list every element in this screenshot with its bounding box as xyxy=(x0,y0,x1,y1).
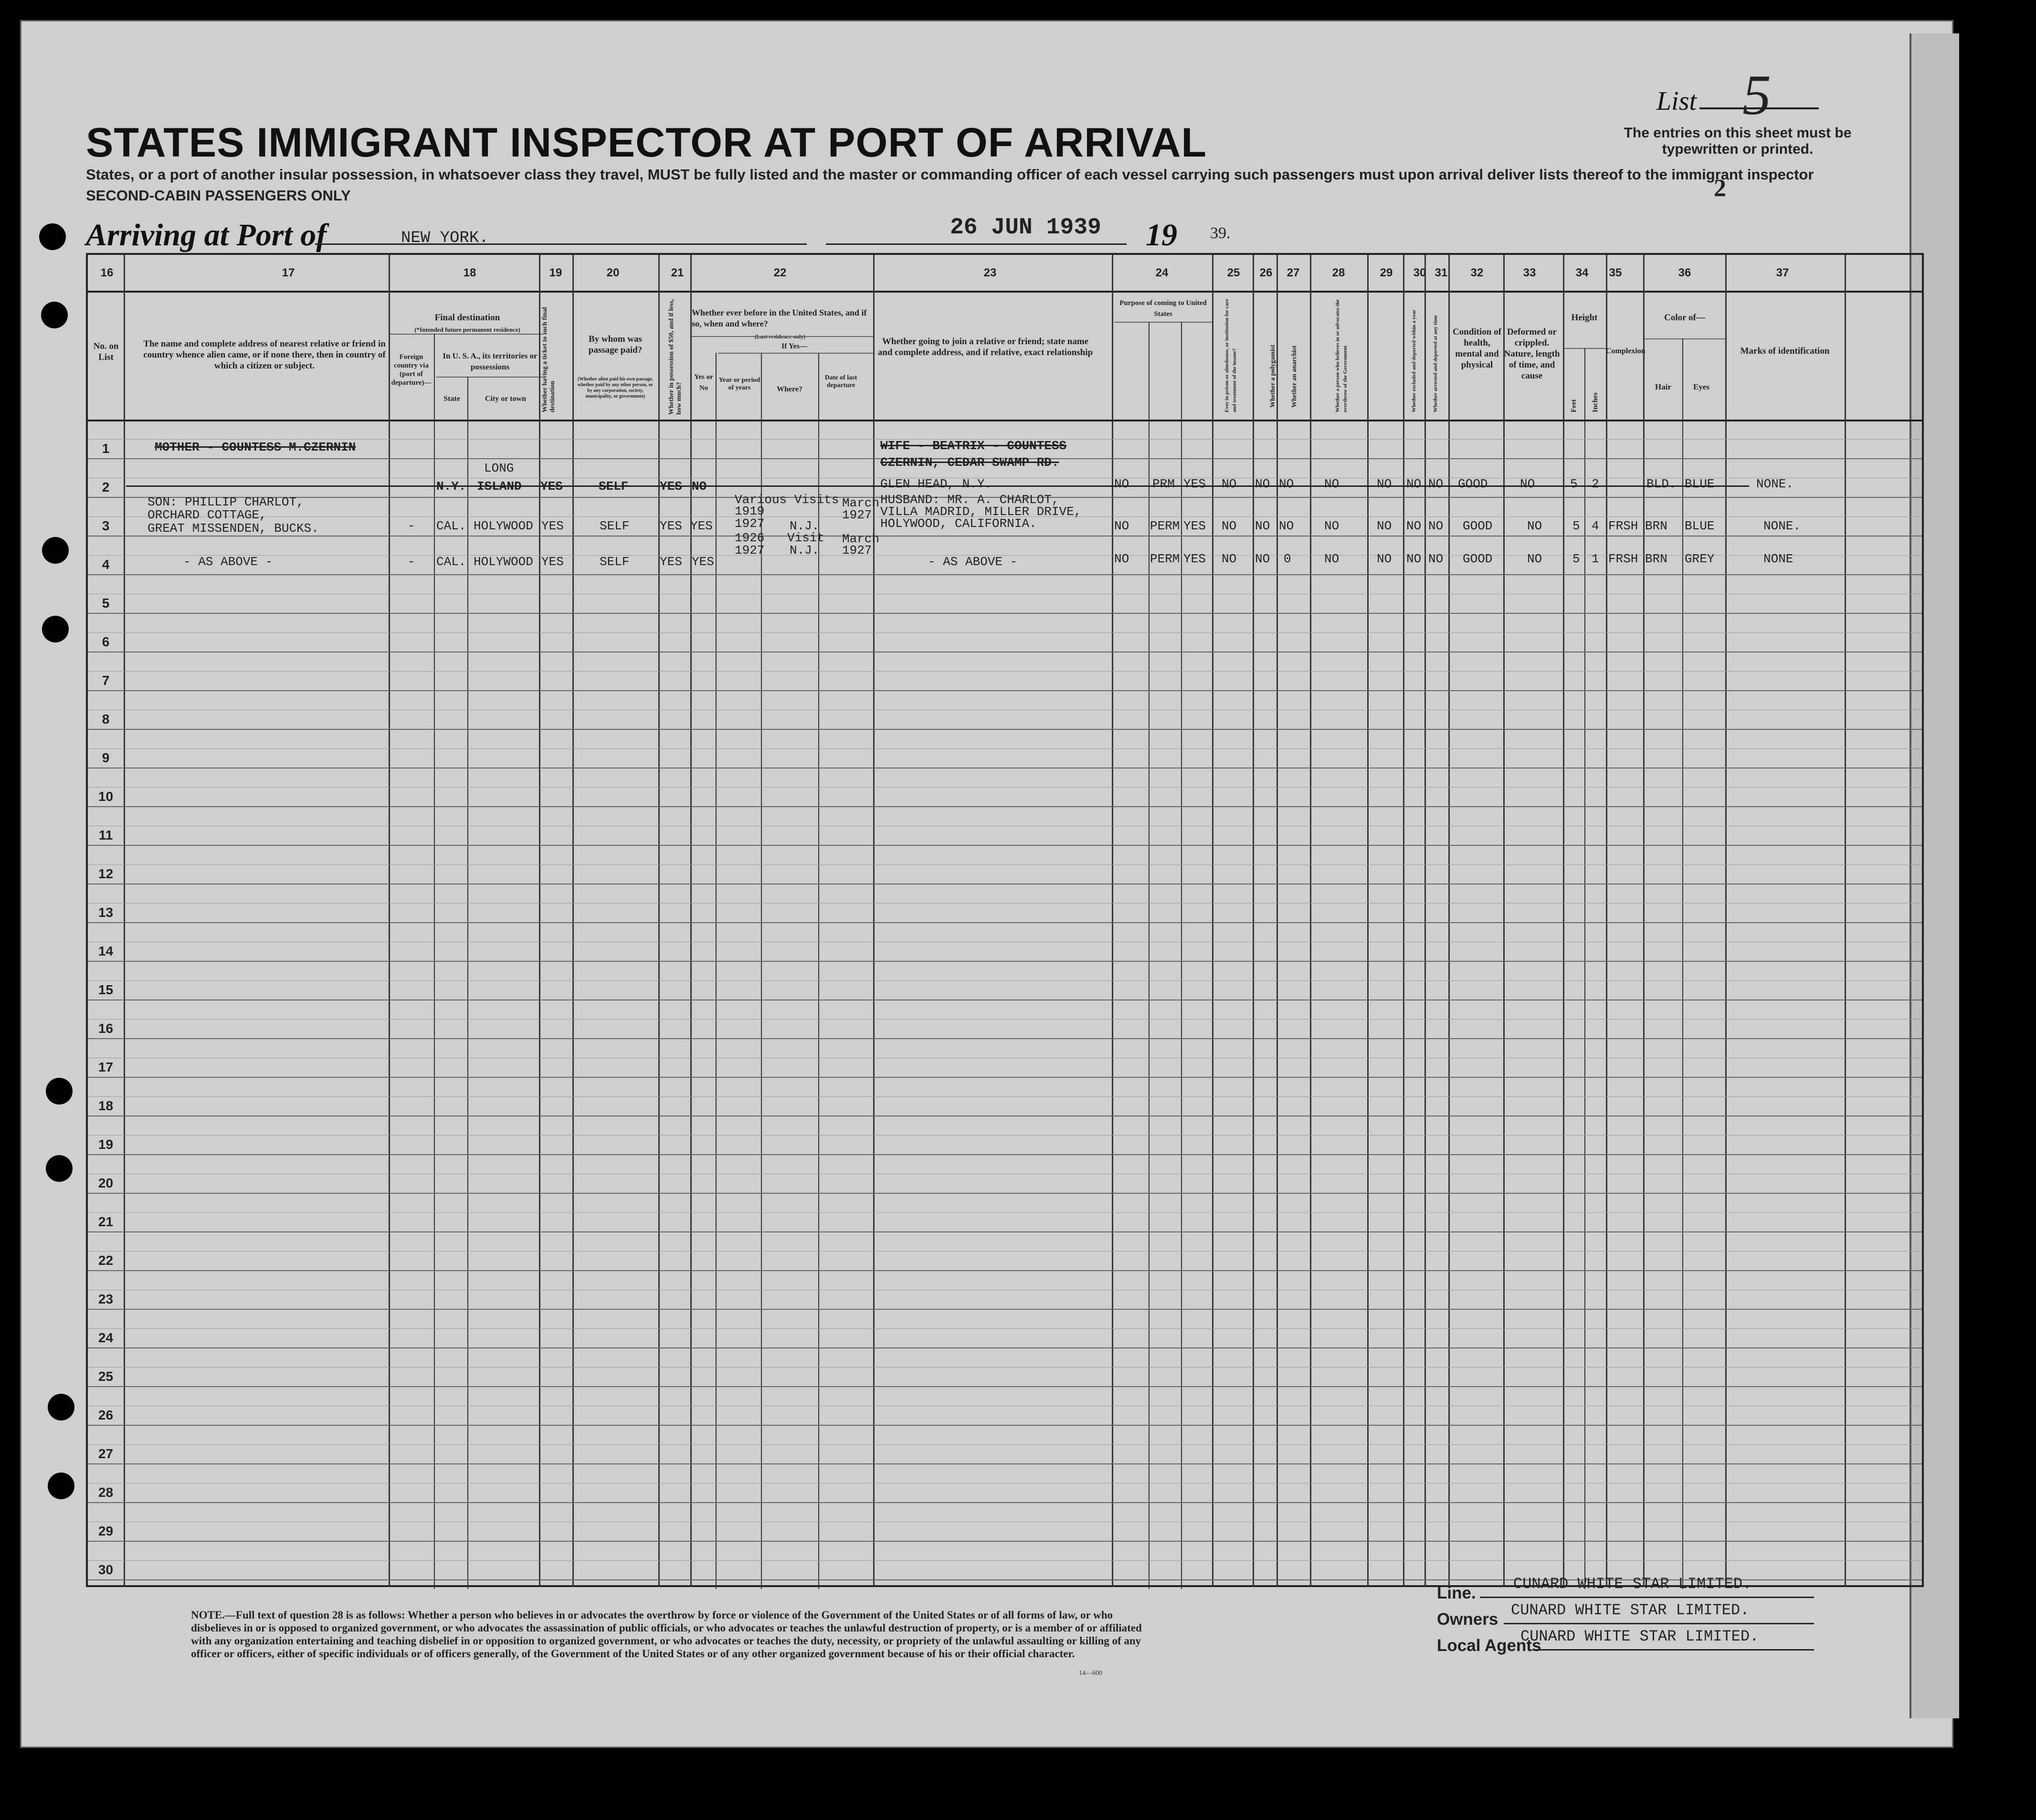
page-title: STATES IMMIGRANT INSPECTOR AT PORT OF ARRIVAL xyxy=(86,120,1207,166)
agents-value: CUNARD WHITE STAR LIMITED. xyxy=(1520,1628,1759,1645)
row-number: 14 xyxy=(98,944,114,958)
hdr-purpose: Purpose of coming to United States xyxy=(1119,299,1207,318)
row-number: 26 xyxy=(98,1408,114,1422)
r3-money: YES xyxy=(660,555,682,569)
r2-hair: BRN xyxy=(1645,519,1667,533)
footnote-question-28: NOTE.—Full text of question 28 is as follows: Whether a person who believes in or advocates the overthrow by force or violence of the Government of the United States or of all forms of law, or who disbelieves in or is opposed to organized government, or who advocates the assassination of public officials, or who advocates or teaches the unlawful destruction of property, or is a member of or affiliated with any organization entertaining and teaching disbelief in or opposition to organized government, or who advocates or teaches the duty, necessity, or propriety of the unlawful assaulting or killing of any officer or officers, either of specific individuals or of officers generally, of the Government of the United States or of any other organized government because of his or their official character. xyxy=(191,1609,1142,1660)
row-number: 11 xyxy=(98,828,113,842)
col-number: 20 xyxy=(606,266,620,279)
r3-purpose-3: YES xyxy=(1183,552,1206,566)
hdr-prison: Ever in prison or almshouse, or institution for care and treatment of the insane? xyxy=(1224,299,1237,412)
r2-join-2: VILLA MADRID, MILLER DRIVE, xyxy=(880,505,1082,519)
r3-deformed: NO xyxy=(1527,552,1542,566)
r1-paid: SELF xyxy=(599,479,629,494)
r2-paid: SELF xyxy=(600,519,630,533)
r1-where: - xyxy=(785,479,792,494)
list-label: List xyxy=(1656,86,1697,116)
row-number: 1 xyxy=(102,441,110,456)
r2-marks: NONE. xyxy=(1763,519,1801,533)
port-value: NEW YORK. xyxy=(401,229,489,247)
r3-where-1: Visit xyxy=(787,531,825,545)
row-subrule xyxy=(88,787,1922,788)
r2-inches: 4 xyxy=(1592,519,1599,533)
header-top-rule xyxy=(88,291,1922,293)
row-number: 28 xyxy=(98,1485,114,1500)
hdr-join-relative: Whether going to join a relative or friend; state name and complete address, and if relative, exact relationship xyxy=(877,337,1093,358)
punch-hole xyxy=(46,1078,73,1105)
row-subrule xyxy=(88,1096,1922,1097)
r2-state: CAL. xyxy=(436,519,466,533)
col-number: 25 xyxy=(1227,266,1240,279)
r3-state: CAL. xyxy=(436,555,466,569)
r1-inches: 2 xyxy=(1592,477,1599,491)
r1-purpose-2: PRM xyxy=(1152,477,1175,491)
r3-c26: NO xyxy=(1255,552,1270,566)
hdr-ever-in-us: Whether ever before in the United States, and if so, when and where? xyxy=(692,308,867,328)
row-rule xyxy=(88,536,1922,537)
row-number: 13 xyxy=(98,905,114,920)
row-number: 18 xyxy=(98,1098,114,1113)
r2-health: GOOD xyxy=(1463,519,1493,533)
r2-relative-3: GREAT MISSENDEN, BUCKS. xyxy=(148,521,319,536)
r3-c25: NO xyxy=(1222,552,1237,566)
r2-complexion: FRSH xyxy=(1608,519,1638,533)
line-underline xyxy=(1480,1597,1814,1598)
hdr-passage-paid: By whom was passage paid? xyxy=(588,334,643,355)
agents-label: Local Agents xyxy=(1437,1636,1541,1655)
hdr-hair: Hair xyxy=(1655,382,1671,391)
col-number: 34 xyxy=(1575,266,1589,279)
r2-before: YES xyxy=(690,519,713,533)
hdr-excluded: Whether excluded and deported within a year xyxy=(1411,309,1417,412)
r2-c26: NO xyxy=(1255,519,1270,533)
r3-complexion: FRSH xyxy=(1608,552,1638,566)
row-number: 2 xyxy=(102,480,110,494)
row-rule xyxy=(88,1038,1922,1039)
row-rule xyxy=(88,1347,1922,1348)
header-bottom-rule xyxy=(88,420,1922,421)
col-number: 24 xyxy=(1155,266,1169,279)
r1-strike-line xyxy=(126,485,1749,487)
r2-money: YES xyxy=(660,519,682,533)
hdr-ticket: Whether having a ticket to such final destination xyxy=(541,307,556,412)
r1-c26: NO xyxy=(1255,477,1270,491)
r3-c29: NO xyxy=(1377,552,1392,566)
r3-ticket: YES xyxy=(541,555,564,569)
r1-deformed: NO xyxy=(1520,477,1535,491)
r2-feet: 5 xyxy=(1572,519,1580,533)
row-subrule xyxy=(88,903,1922,904)
r3-city: HOLYWOOD xyxy=(474,555,533,569)
punch-hole xyxy=(41,302,68,328)
r1-health: GOOD xyxy=(1458,477,1488,491)
row-rule xyxy=(88,806,1922,807)
hdr-health: Condition of health, mental and physical xyxy=(1453,327,1501,370)
row-number: 17 xyxy=(98,1060,114,1074)
subhdr-rule xyxy=(436,377,546,378)
row-subrule xyxy=(88,864,1922,865)
hdr-final-destination: Final destination xyxy=(434,313,500,323)
r2-join-3: HOLYWOOD, CALIFORNIA. xyxy=(880,516,1037,531)
r3-c27: 0 xyxy=(1284,552,1291,566)
row-number: 9 xyxy=(102,750,110,765)
instruction-line: States, or a port of another insular possession, in whatsoever class they travel, MUST be fully listed and the master or commanding officer of each vessel carrying such passengers must upon arrival deliver lists thereof to the immigrant inspector xyxy=(86,166,1814,183)
row-number: 22 xyxy=(98,1253,114,1268)
row-rule xyxy=(88,1231,1922,1232)
row-rule xyxy=(88,574,1922,575)
r1-foreign: - xyxy=(408,479,415,494)
r1-feet: 5 xyxy=(1570,477,1578,491)
r1-c27: NO xyxy=(1279,477,1294,491)
col-number: 27 xyxy=(1287,266,1300,279)
hdr-relative: The name and complete address of nearest relative or friend in country whence alien came, or if none there, then in country of which a citizen or subject. xyxy=(143,339,386,371)
row-subrule xyxy=(88,1019,1922,1020)
r2-relative-2: ORCHARD COTTAGE, xyxy=(148,508,267,522)
port-underline xyxy=(315,243,807,245)
hdr-usa: In U. S. A., its territories or possessions xyxy=(443,351,538,371)
row-number: 29 xyxy=(98,1524,114,1538)
row-rule xyxy=(88,1193,1922,1194)
row-rule xyxy=(88,845,1922,846)
row-rule xyxy=(88,729,1922,730)
r2-ticket: YES xyxy=(541,519,564,533)
row-rule xyxy=(88,1463,1922,1464)
col-number: 22 xyxy=(773,266,787,279)
row-number: 20 xyxy=(98,1176,114,1190)
r2-c29: NO xyxy=(1377,519,1392,533)
row-number: 30 xyxy=(98,1562,114,1577)
year-suffix: 39. xyxy=(1210,224,1231,242)
col-divider xyxy=(1584,348,1585,1589)
r1-marks: NONE. xyxy=(1756,477,1794,491)
row-subrule xyxy=(88,1212,1922,1213)
row-subrule xyxy=(88,1560,1922,1561)
hdr-arrested: Whether arrested and deported at any time xyxy=(1433,315,1438,412)
arrival-date-stamp: 26 JUN 1939 xyxy=(950,215,1101,241)
hdr-year: Year or period of years xyxy=(718,377,760,391)
r1-city-2: ISLAND xyxy=(477,479,522,494)
r2-purpose-2: PERM xyxy=(1150,519,1180,533)
r2-c31: NO xyxy=(1428,519,1444,533)
r1-eyes: BLUE xyxy=(1685,477,1715,491)
row-rule xyxy=(88,961,1922,962)
hdr-final-destination-sub: (*Intended future permanent residence) xyxy=(414,326,520,333)
page-mark: 2 xyxy=(1714,175,1726,202)
r3-paid: SELF xyxy=(600,555,630,569)
col-number: 28 xyxy=(1332,266,1345,279)
r3-purpose-1: NO xyxy=(1114,552,1129,566)
punch-hole xyxy=(46,1155,73,1182)
r1-departure: - xyxy=(837,479,845,494)
arriving-label: Arriving at Port of xyxy=(86,218,327,252)
subhdr-rule xyxy=(1644,338,1725,339)
r3-where-2: N.J. xyxy=(790,543,820,558)
subhdr-rule xyxy=(718,353,873,354)
col-number: 36 xyxy=(1678,266,1691,279)
row-rule xyxy=(88,1309,1922,1310)
hdr-state: State xyxy=(443,395,460,403)
hdr-passage-paid-sub: (Whether alien paid his own passage, whether paid by any other person, or by any corporation, society, municipality, or government) xyxy=(577,377,654,399)
hdr-date-departure: Date of last departure xyxy=(824,374,857,389)
r1-relative: MOTHER - COUNTESS M.CZERNIN xyxy=(155,440,356,454)
form-code: 14—600 xyxy=(1079,1670,1102,1677)
row-rule xyxy=(88,690,1922,691)
r3-purpose-2: PERM xyxy=(1150,552,1180,566)
r2-year-0: Various Visits xyxy=(735,493,839,507)
owners-value: CUNARD WHITE STAR LIMITED. xyxy=(1511,1601,1750,1619)
col-number: 37 xyxy=(1776,266,1789,279)
row-number: 19 xyxy=(98,1137,114,1152)
row-number: 7 xyxy=(102,673,110,688)
r2-year-2: 1927 xyxy=(735,516,765,531)
r2-city: HOLYWOOD xyxy=(474,519,533,533)
row-rule xyxy=(88,1425,1922,1426)
manifest-table xyxy=(86,253,1924,1587)
col-divider xyxy=(1181,322,1182,1589)
hdr-height: Height xyxy=(1571,313,1598,323)
col-number: 19 xyxy=(549,266,562,279)
row-rule xyxy=(88,1502,1922,1503)
row-subrule xyxy=(88,1135,1922,1136)
col-number: 26 xyxy=(1259,266,1273,279)
r2-relative-1: SON: PHILLIP CHARLOT, xyxy=(148,495,304,509)
hdr-yes-no: Yes or No xyxy=(694,373,713,392)
hdr-ever-in-us-sub: (Last residence only) xyxy=(754,333,806,340)
row-rule xyxy=(88,1386,1922,1387)
r2-purpose-3: YES xyxy=(1183,519,1206,533)
row-number: 4 xyxy=(102,557,110,572)
row-rule xyxy=(88,1270,1922,1271)
hdr-color-of: Color of— xyxy=(1664,313,1705,323)
row-rule xyxy=(88,1077,1922,1078)
owners-label: Owners xyxy=(1437,1610,1498,1629)
r2-join-1: HUSBAND: MR. A. CHARLOT, xyxy=(880,493,1059,507)
r3-eyes: GREY xyxy=(1685,552,1715,566)
row-subrule xyxy=(88,632,1922,633)
hdr-complexion: Complexion xyxy=(1606,347,1646,355)
r1-money: YES xyxy=(660,479,682,494)
r1-c25: NO xyxy=(1222,477,1237,491)
punch-hole xyxy=(48,1473,74,1499)
row-subrule xyxy=(88,748,1922,749)
row-rule xyxy=(88,999,1922,1000)
cabin-class: SECOND-CABIN PASSENGERS ONLY xyxy=(86,187,351,204)
r1-purpose-3: YES xyxy=(1183,477,1206,491)
col-number: 33 xyxy=(1523,266,1536,279)
r3-hair: BRN xyxy=(1645,552,1667,566)
row-subrule xyxy=(88,671,1922,672)
r3-year-1: 1926 xyxy=(735,531,765,545)
col-number: 29 xyxy=(1380,266,1393,279)
row-rule xyxy=(88,922,1922,923)
col-divider xyxy=(1682,338,1683,1589)
r3-health: GOOD xyxy=(1463,552,1493,566)
r1-year: - xyxy=(735,479,742,494)
hdr-eyes: Eyes xyxy=(1693,382,1709,391)
hdr-if-yes: If Yes— xyxy=(781,342,808,350)
row-number: 23 xyxy=(98,1292,114,1306)
hdr-deformed: Deformed or crippled. Nature, length of time, and cause xyxy=(1504,327,1560,381)
row-number: 25 xyxy=(98,1369,114,1384)
r2-departure-1: March xyxy=(842,496,880,510)
r1-city-1: LONG xyxy=(484,461,514,475)
punch-hole xyxy=(42,616,69,642)
row-number: 6 xyxy=(102,634,110,649)
subhdr-rule xyxy=(389,334,546,335)
r1-state: N.Y. xyxy=(436,479,466,494)
col-number: 16 xyxy=(100,266,114,279)
r2-c30: NO xyxy=(1406,519,1422,533)
row-subrule xyxy=(88,1367,1922,1368)
hdr-no-on-list: No. on List xyxy=(93,341,119,362)
list-number: 5 xyxy=(1742,63,1771,126)
row-subrule xyxy=(88,1444,1922,1445)
r2-c28: NO xyxy=(1324,519,1340,533)
col-number: 23 xyxy=(983,266,997,279)
r2-deformed: NO xyxy=(1527,519,1542,533)
row-rule xyxy=(88,1115,1922,1116)
row-number: 27 xyxy=(98,1446,114,1461)
year-prefix: 19 xyxy=(1146,218,1177,252)
punch-hole xyxy=(42,537,69,564)
row-rule xyxy=(88,1541,1922,1542)
r1-join-3: GLEN HEAD, N.Y. xyxy=(880,477,992,491)
r2-foreign: - xyxy=(408,519,415,533)
list-underline xyxy=(1699,107,1819,109)
r3-c30: NO xyxy=(1406,552,1422,566)
row-subrule xyxy=(88,980,1922,981)
r2-departure-2: 1927 xyxy=(842,508,872,522)
r1-purpose-1: NO xyxy=(1114,477,1129,491)
r1-ticket: YES xyxy=(540,479,563,494)
r1-c28: NO xyxy=(1324,477,1340,491)
hdr-overthrow: Whether a person who believes in or advocates the overthrow of the Government xyxy=(1335,299,1348,412)
hdr-money: Whether in possession of $50, and if less, how much? xyxy=(668,299,683,415)
r3-feet: 5 xyxy=(1572,552,1580,566)
r3-foreign: - xyxy=(408,555,415,569)
row-rule xyxy=(88,613,1922,614)
r2-eyes: BLUE xyxy=(1685,519,1715,533)
r2-c27: NO xyxy=(1279,519,1294,533)
col-number: 21 xyxy=(671,266,684,279)
col-number: 18 xyxy=(463,266,476,279)
row-number: 8 xyxy=(102,712,110,726)
entries-note: The entries on this sheet must be typewritten or printed. xyxy=(1624,125,1852,157)
owners-underline xyxy=(1504,1623,1814,1624)
r2-where: N.J. xyxy=(790,519,820,533)
hdr-city: City or town xyxy=(485,395,526,403)
hdr-foreign-country: Foreign country via (port of departure)— xyxy=(391,353,432,387)
hdr-where: Where? xyxy=(777,385,802,393)
col-divider xyxy=(1149,322,1150,1589)
subhdr-rule xyxy=(692,336,873,337)
hdr-anarchist: Whether an anarchist xyxy=(1291,345,1298,408)
col-number: 17 xyxy=(282,266,295,279)
r1-c29: NO xyxy=(1377,477,1392,491)
row-number: 24 xyxy=(98,1330,114,1345)
row-number: 16 xyxy=(98,1021,114,1036)
r3-before: YES xyxy=(692,555,714,569)
row-rule xyxy=(88,1154,1922,1155)
r3-marks: NONE xyxy=(1763,552,1793,566)
r2-purpose-1: NO xyxy=(1114,519,1129,533)
date-underline xyxy=(826,243,1127,245)
row-number: 12 xyxy=(98,866,114,881)
row-number: 10 xyxy=(98,789,114,804)
col-divider xyxy=(716,353,717,1589)
punch-hole xyxy=(48,1394,74,1420)
r3-departure-1: March xyxy=(842,532,880,546)
row-number: 21 xyxy=(98,1214,114,1229)
r3-inches: 1 xyxy=(1592,552,1599,566)
agents-underline xyxy=(1532,1649,1814,1651)
hdr-inches: Inches xyxy=(1592,392,1599,412)
col-number: 31 xyxy=(1435,266,1448,279)
row-number: 5 xyxy=(102,596,110,610)
r3-c28: NO xyxy=(1324,552,1340,566)
subhdr-rule xyxy=(1114,322,1212,323)
r1-c30: NO xyxy=(1406,477,1422,491)
hdr-feet: Feet xyxy=(1570,399,1578,412)
col-divider xyxy=(467,377,468,1589)
r3-relative: - AS ABOVE - xyxy=(183,555,273,569)
r1-join-1: WIFE - BEATRIX - COUNTESS xyxy=(880,439,1067,453)
r1-c31: NO xyxy=(1428,477,1444,491)
r1-before: NO xyxy=(692,479,707,494)
r2-c25: NO xyxy=(1222,519,1237,533)
r1-join-2: CZERNIN, CEDAR SWAMP RD. xyxy=(880,455,1059,470)
line-label: Line. xyxy=(1437,1584,1476,1602)
r3-departure-2: 1927 xyxy=(842,543,872,558)
hdr-polygamist: Whether a polygamist xyxy=(1269,345,1276,408)
row-number: 3 xyxy=(102,518,110,533)
row-subrule xyxy=(88,1251,1922,1252)
r3-c31: NO xyxy=(1428,552,1444,566)
row-subrule xyxy=(88,1328,1922,1329)
r3-join: - AS ABOVE - xyxy=(928,555,1018,569)
r1-hair: BLD. xyxy=(1646,477,1677,491)
row-number: 15 xyxy=(98,982,114,997)
col-number: 35 xyxy=(1609,266,1622,279)
r2-year-1: 1919 xyxy=(735,504,765,518)
punch-hole xyxy=(39,223,66,250)
line-value: CUNARD WHITE STAR LIMITED. xyxy=(1513,1575,1752,1593)
hdr-marks: Marks of identification xyxy=(1740,346,1830,356)
col-number: 30 xyxy=(1413,266,1426,279)
r3-year-2: 1927 xyxy=(735,543,765,558)
col-number: 32 xyxy=(1470,266,1484,279)
